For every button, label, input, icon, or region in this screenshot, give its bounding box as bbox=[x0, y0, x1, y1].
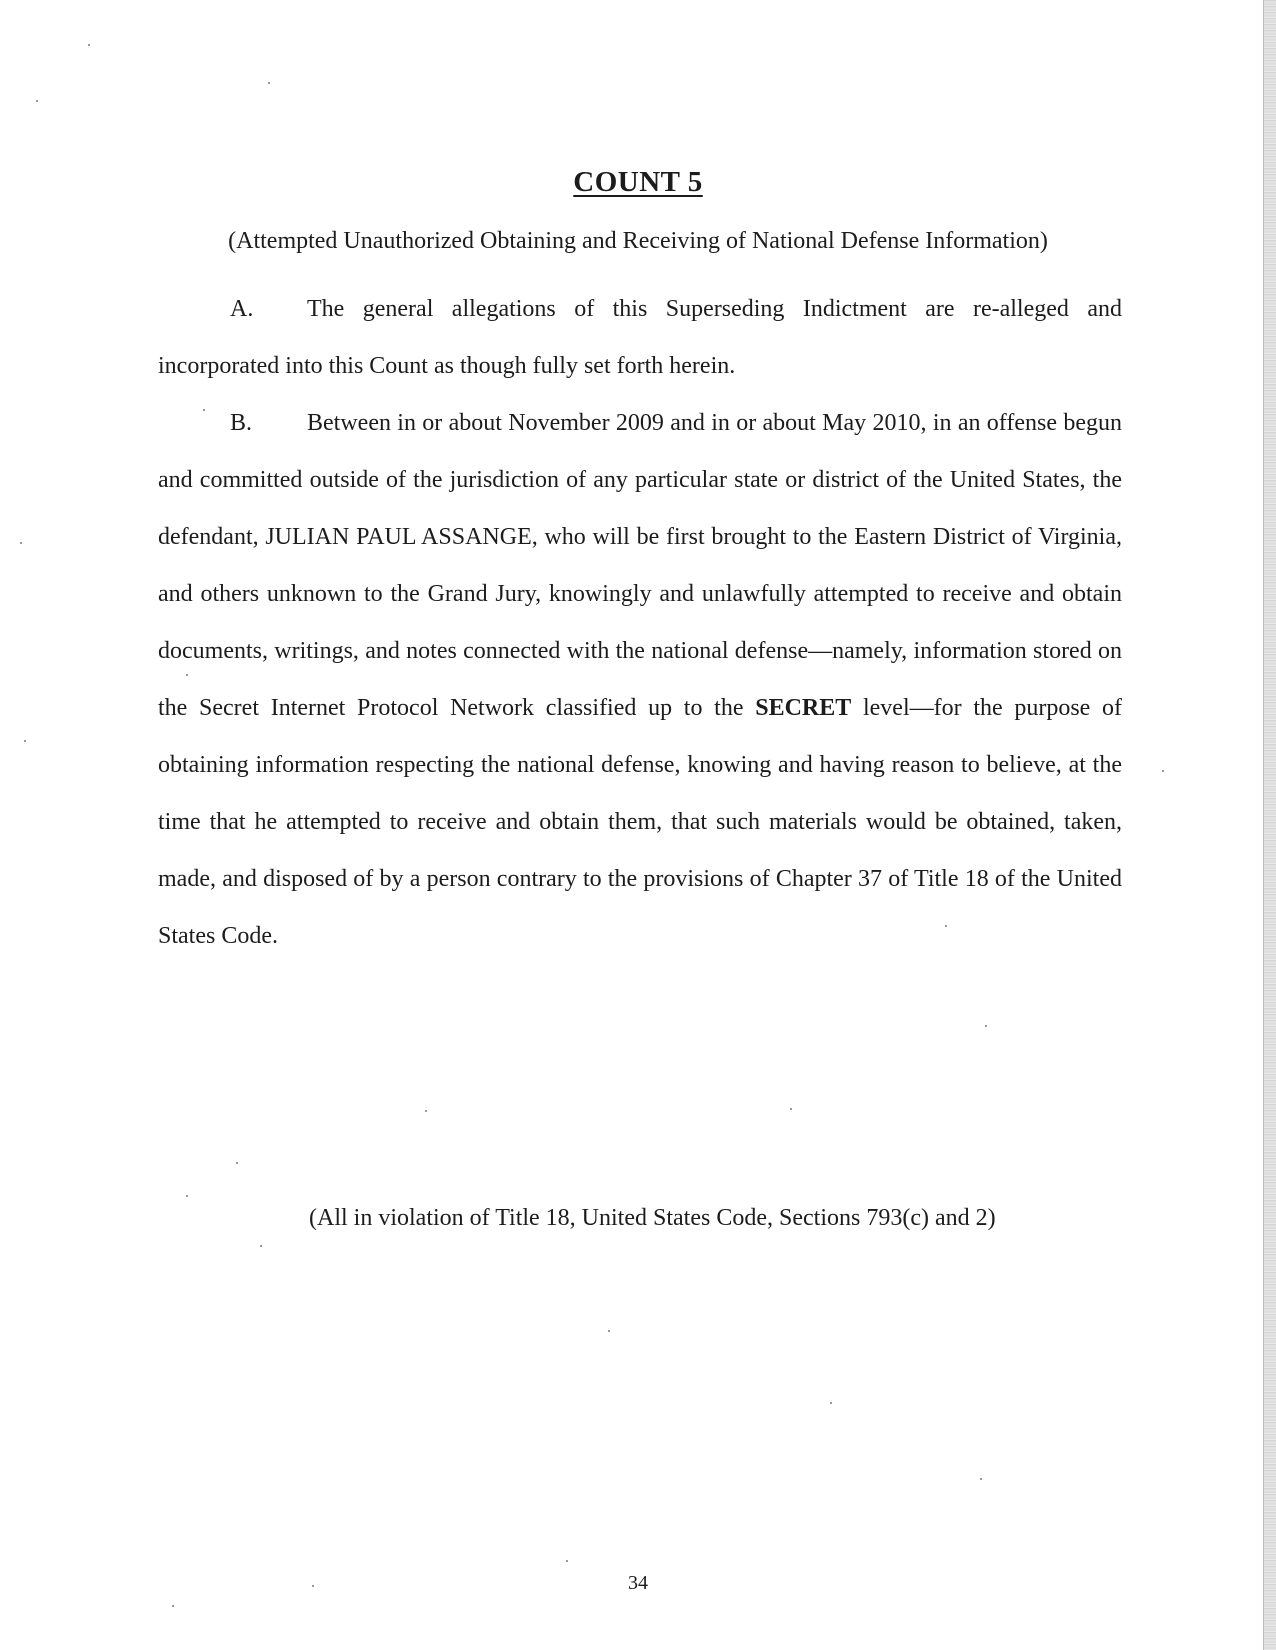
paragraph-b bbox=[158, 395, 1122, 965]
page-number: 34 bbox=[628, 1572, 648, 1594]
scan-speck bbox=[608, 1330, 610, 1332]
paragraph-a-text: The general allegations of this Superseding Indictment are re-alleged and incorporated into this Count as though fully set forth herein. bbox=[158, 296, 1122, 379]
scan-speck bbox=[312, 1585, 314, 1587]
scan-speck bbox=[980, 1478, 982, 1480]
scan-speck bbox=[36, 100, 38, 102]
scan-speck bbox=[566, 1560, 568, 1562]
paragraph-a-marker: A. bbox=[230, 296, 254, 322]
scan-speck bbox=[236, 1162, 238, 1164]
scan-speck bbox=[830, 1402, 832, 1404]
paragraph-b-text-before: Between in or about November 2009 and in or about May 2010, in an offense begun and committed outside of the jurisdiction of any particular state or district of the United States, the defendant, JULIAN PAUL ASSANGE, who will be first brought to the Eastern District of Virginia, and others unknown to the Grand Jury, knowingly and unlawfully attempted to receive and obtain documents, writings, and notes connected with the national defense—namely, information stored on the Secret Internet Protocol Network classified up to the bbox=[158, 410, 1122, 721]
scan-speck bbox=[186, 674, 188, 676]
paragraph-a bbox=[158, 281, 1122, 395]
count-heading: COUNT 5 bbox=[573, 166, 703, 198]
scan-speck bbox=[425, 1110, 427, 1112]
scan-speck bbox=[945, 925, 947, 927]
scan-speck bbox=[260, 1245, 262, 1247]
scan-speck bbox=[203, 409, 205, 411]
scan-speck bbox=[268, 82, 270, 84]
scan-speck bbox=[1162, 770, 1164, 772]
classification-emphasis: SECRET bbox=[755, 695, 852, 721]
scan-speck bbox=[20, 542, 22, 544]
count-subtitle: (Attempted Unauthorized Obtaining and Receiving of National Defense Information) bbox=[228, 228, 1048, 254]
statute-citation: (All in violation of Title 18, United States Code, Sections 793(c) and 2) bbox=[309, 1205, 996, 1231]
paragraph-b-text-after: level—for the purpose of obtaining information respecting the national defense, knowing and having reason to believe, at the time that he attempted to receive and obtain them, that such materials would be obtained, taken, made, and disposed of by a person contrary to the provisions of Chapter 37 of Title 18 of the United States Code. bbox=[158, 695, 1123, 949]
scan-speck bbox=[172, 1605, 174, 1607]
scan-speck bbox=[186, 1195, 188, 1197]
count-body bbox=[158, 281, 1122, 965]
scan-speck bbox=[88, 44, 90, 46]
paragraph-b-marker: B. bbox=[230, 410, 253, 436]
scan-speck bbox=[985, 1025, 987, 1027]
scan-speck bbox=[24, 740, 26, 742]
scan-speck bbox=[790, 1108, 792, 1110]
